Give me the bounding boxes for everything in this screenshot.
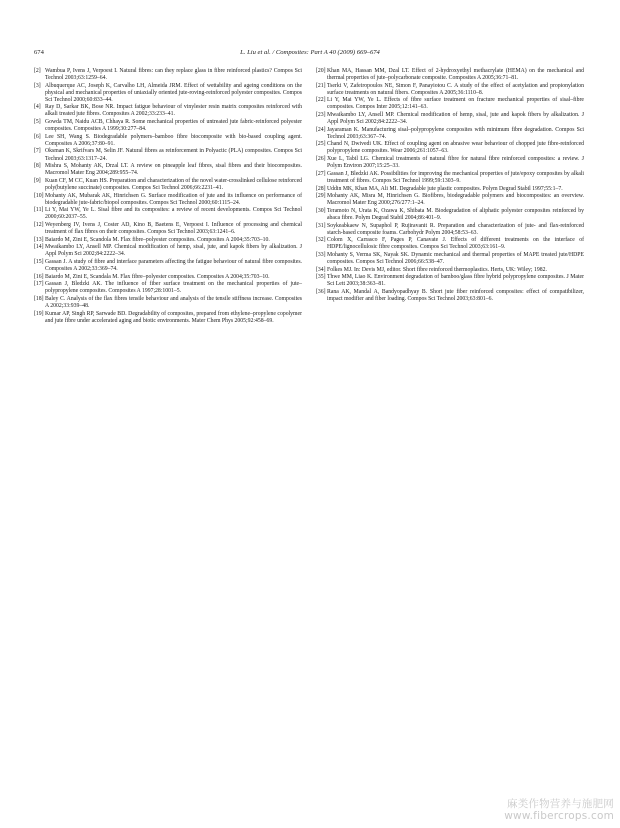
reference-item [316,274,584,288]
reference-text: Li Y, Mai YW, Ye L. Effects of fibre surface treatment on fracture mechanical properties of sisal–fibre composites. Compos Inter 2005;12:141–63. [327,97,584,111]
reference-text: Jayaraman K. Manufacturing sisal–polypropylene composites with minimum fibre degradation. Compos Sci Technol 2003;63:367–74. [327,126,584,140]
reference-text: Baley C. Analysis of the flax fibres tensile behaviour and analysis of the tensile stiffness increase. Composites A 2002;33:939–48. [45,295,302,309]
reference-number: [27] [316,170,326,177]
reference-number: [10] [34,192,44,199]
reference-text: Colom X, Carrasco F, Pages P, Canavate J. Effects of different treatments on the interface of HDPE/lignocellulosic fibre composites. Compos Sci Technol 2003;63:161–9. [327,237,584,251]
reference-item [34,193,302,207]
reference-number: [16] [34,273,44,280]
reference-number: [24] [316,126,326,133]
reference-item [34,148,302,162]
reference-number: [34] [316,266,326,273]
reference-number: [19] [34,310,44,317]
reference-item [34,134,302,148]
reference-item [316,112,584,126]
reference-number: [30] [316,207,326,214]
reference-item [316,127,584,141]
reference-text: Mwaikambo LY, Ansell MP. Chemical modification of hemp, sisal, jute, and kapok fibers by alkalization. J Appl Polym Sci 2002;84:2222–34. [45,244,302,258]
reference-text: Weyenberg IV, Ivens J, Coster AD, Kino B, Baetens E, Verpoest I. Influence of processing and chemical treatment of flax fibres on their composites. Compos Sci Technol 2003;63:1241–6. [45,221,302,235]
reference-text: Soykeabkaew N, Supaphol P, Rujiravanit R. Preparation and characterization of jute- and flax-reinforced starch-based composite foams. Carbohydr Polym 2004;58:53–63. [327,222,584,236]
reference-number: [11] [34,207,44,214]
reference-number: [6] [34,133,41,140]
reference-number: [2] [34,68,41,74]
reference-item [34,178,302,192]
reference-number: [7] [34,148,41,155]
reference-text: Rana AK, Mandal A, Bandyopadhyay B. Short jute fiber reinforced composites: effect of compatibilizer, impact modifier and fiber loading. Compos Sci Technol 2003;63:801–6. [327,288,584,302]
reference-number: [13] [34,236,44,243]
running-title: L. Liu et al. / Composites: Part A 40 (2009) 669–674 [240,49,380,56]
reference-text: Li Y, Mai YW, Ye L. Sisal fibre and its composites: a review of recent developments. Compos Sci Technol 2000;60:2037–55. [45,207,302,221]
reference-text: Khan MA, Hassan MM, Dzal LT. Effect of 2-hydroxyethyl methacrylate (HEMA) on the mechanical and thermal properties of jute–polycarbonate composite. Composites A 2005;36:71–81. [327,68,584,82]
reference-number: [33] [316,251,326,258]
reference-item [316,289,584,303]
reference-number: [31] [316,222,326,229]
reference-text: Oksman K, Skrifvars M, Selin JF. Natural fibres as reinforcement in Polyactic (PLA) composites. Compos Sci Technol 2003;63:1317–24. [45,148,302,162]
reference-number: [17] [34,281,44,288]
reference-item [316,252,584,266]
reference-text: Gowda TM, Naidu ACB, Chhaya R. Some mechanical properties of untreated jute fabric-reinforced polyester composites. Composites A 1999;30:277–84. [45,119,302,133]
reference-number: [32] [316,237,326,244]
reference-item [316,171,584,185]
reference-item [316,223,584,237]
references-right-column [316,68,584,304]
reference-text: Uddin MK, Khan MA, Ali MI. Degradable jute plastic composites. Polym Degrad Stabil 1997;55:1–7. [327,185,563,192]
reference-item [34,244,302,258]
reference-text: Gassan J, Bledzki AK. The influence of fiber surface treatment on the mechanical properties of jute–polypropylene composites. Composites A 1997;28:1001–5. [45,281,302,295]
reference-text: Mohanty AK, Mubarak AK, Hinrichsen G. Surface modification of jute and its influence on performance of biodegradable jute-fabric/biopol composites. Compos Sci Technol 2000;60:1115–24. [45,192,302,206]
reference-text: Ray D, Sarkar BK, Bose NR. Impact fatigue behaviour of vinylester resin matrix composites reinforced with alkali treated jute fibres. Composites A 2002;33:233–41. [45,104,302,118]
reference-text: Kumar AP, Singh RP, Sarwade BD. Degradability of composites, prepared from ethylene–propylene copolymer and jute fibre under accelerated aging and biotic environments. Mater Chem Phys 2005;92:458–69. [45,310,302,324]
site-watermark [504,798,614,822]
reference-number: [21] [316,82,326,89]
reference-number: [3] [34,82,41,89]
reference-item [316,186,584,193]
reference-item [34,281,302,295]
reference-item [316,267,584,274]
reference-item [34,104,302,118]
reference-number: [18] [34,295,44,302]
reference-number: [5] [34,119,41,126]
reference-number: [26] [316,156,326,163]
watermark-line-2: www.fibercrops.com [504,810,614,822]
reference-item [34,207,302,221]
reference-text: Mwaikambo LY, Ansell MP. Chemical modification of hemp, sisal, jute and kapok fibers by alkalization. J Appl Polym Sci 2002;84:2222–34. [327,112,584,126]
reference-text: Folkes MJ. In: Devis MJ, editor. Short fibre reinforced thermoplastics. Herts, UK: Wiley; 1982. [327,266,547,273]
reference-item [316,141,584,155]
reference-item [316,68,584,82]
reference-text: Mishra S, Mohanty AK, Drzal LT. A review on pineapple leaf fibres, sisal fibres and their biocomposites. Macromol Mater Eng 2004;289:955–74. [45,163,302,177]
reference-text: Thwe MM, Liao K. Environment degradation of bamboo/glass fibre hybrid polypropylene composites. J Mater Sci Lett 2003;38:363–81. [327,274,584,288]
reference-item [34,311,302,325]
reference-number: [28] [316,185,326,192]
reference-number: [4] [34,104,41,111]
reference-item [34,83,302,104]
reference-text: Teramoto N, Urata K, Ozawa K, Shibata M. Biodegradation of aliphatic polyester composites reinforced by abaca fibre. Polym Degrad Stabil 2004;86:401–9. [327,207,584,221]
reference-number: [23] [316,112,326,119]
page-number: 674 [34,49,44,56]
references-left-column [34,68,302,325]
reference-number: [12] [34,221,44,228]
reference-number: [36] [316,288,326,295]
reference-item [316,97,584,111]
running-header [34,47,586,59]
reference-text: Chand N, Dwivedi UK. Effect of coupling agent on abrasive wear behaviour of chopped jute fibre-reinforced polypropylene composites. Wear 2006;261:1057–63. [327,141,584,155]
reference-text: Gassan J, Bledzki AK. Possibilities for improving the mechanical properties of jute/epoxy composites by alkali treatment of fibres. Compos Sci Technol 1999;59:1303–9. [327,170,584,184]
reference-number: [20] [316,68,326,74]
reference-number: [22] [316,97,326,104]
reference-text: Tserki V, Zafeiropoulos NE, Simon F, Panayiotou C. A study of the effect of acetylation and propionylation surface treatments on natural fibers. Composites A 2005;36:1110–8. [327,82,584,96]
reference-number: [25] [316,141,326,148]
reference-number: [9] [34,177,41,184]
reference-item [316,193,584,207]
reference-item [34,296,302,310]
reference-number: [29] [316,193,326,200]
reference-item [34,274,302,281]
reference-item [316,156,584,170]
reference-number: [15] [34,258,44,265]
reference-item [34,163,302,177]
reference-text: Mohanty AK, Misra M, Hinrichsen G. Biofibres, biodegradable polymers and biocomposites: an overview. Macromol Mater Eng 2000;276/277:1–24. [327,193,584,207]
reference-number: [14] [34,244,44,251]
reference-text: Wambua P, Ivens J, Verpoest I. Natural fibres: can they replace glass in fibre reinforced plastics? Compos Sci Technol 2003;63:1259–64. [45,68,302,82]
reference-text: Baiardo M, Zini E, Scandola M. Flax fibre–polyester composites. Composites A 2004;35:703–10. [45,236,270,243]
reference-text: Albuquerque AC, Joseph K, Carvalho LH, Almeida JRM. Effect of wettability and ageing conditions on the physical and mechanical properties of uniaxially oriented jute-roving-reinforced polyester composites. Compos Sci Technol 2000;60:833–44. [45,82,302,103]
reference-item [34,222,302,236]
reference-item [316,208,584,222]
reference-number: [35] [316,274,326,281]
reference-item [34,237,302,244]
reference-item [34,259,302,273]
reference-text: Xue L, Tabil LG. Chemical treatments of natural fibre for natural fibre reinforced composites: a review. J Polym Environ 2007;15:25–33. [327,156,584,170]
reference-item [34,68,302,82]
reference-text: Gassan J. A study of fibre and interface parameters affecting the fatigue behaviour of natural fibre composites. Composites A 2002;33:369–74. [45,258,302,272]
reference-text: Lee SH, Wang S. Biodegradable polymers–bamboo fibre biocomposite with bio-based coupling agent. Composites A 2006;37:80–91. [45,133,302,147]
watermark-line-1: 麻类作物营养与施肥网 [507,798,614,810]
reference-text: Mohanty S, Verma SK, Nayak SK. Dynamic mechanical and thermal properties of MAPE treated jute/HDPE composites. Compos Sci Technol 2006;66:538–47. [327,251,584,265]
reference-item [316,237,584,251]
reference-number: [8] [34,163,41,170]
reference-item [34,119,302,133]
reference-item [316,83,584,97]
reference-text: Kuan CF, M CC, Kuan HS. Preparation and characterization of the novel water-crosslinked cellulose reinforced poly(butylene succinate) composites. Compos Sci Technol 2006;66:2231–41. [45,177,302,191]
reference-text: Baiardo M, Zini E, Scandala M. Flax fibre–polyester composites. Composites A 2004;35:703–10. [45,273,270,280]
